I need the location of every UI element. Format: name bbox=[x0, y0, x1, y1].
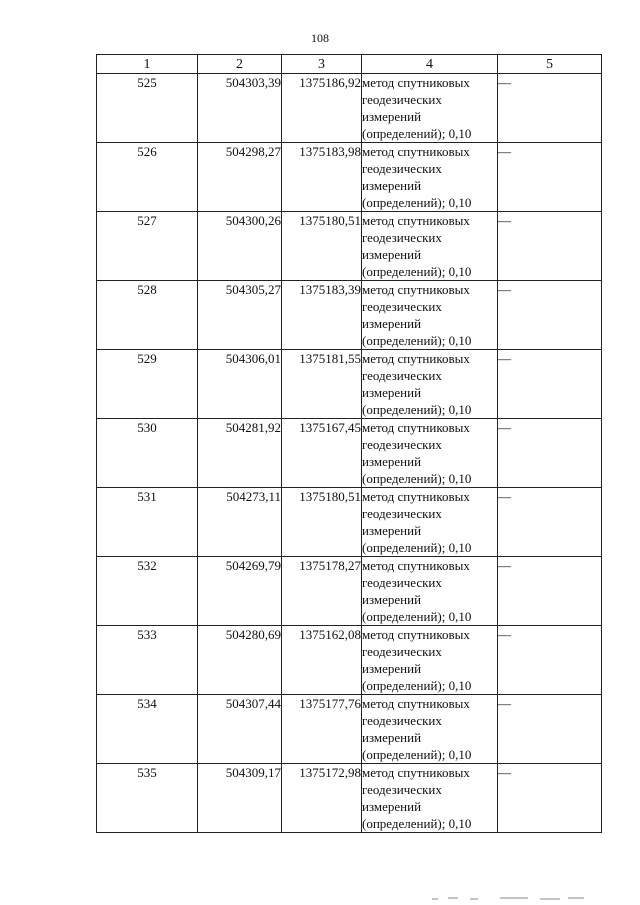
note-cell: — bbox=[498, 143, 602, 212]
method-line: измерений bbox=[362, 247, 422, 262]
method-cell bbox=[362, 143, 498, 212]
y-coordinate-cell: 1375177,76 bbox=[282, 695, 362, 764]
method-line: измерений bbox=[362, 730, 422, 745]
method-line: измерений bbox=[362, 592, 422, 607]
y-coordinate-cell: 1375180,51 bbox=[282, 488, 362, 557]
method-line: (определений); 0,10 bbox=[362, 540, 472, 555]
point-number-cell: 529 bbox=[97, 350, 198, 419]
method-line: метод спутниковых bbox=[362, 420, 470, 435]
column-header-1: 1 bbox=[97, 55, 198, 74]
point-number-cell: 526 bbox=[97, 143, 198, 212]
note-cell: — bbox=[498, 419, 602, 488]
method-line: (определений); 0,10 bbox=[362, 402, 472, 417]
x-coordinate-cell: 504305,27 bbox=[198, 281, 282, 350]
y-coordinate-cell: 1375186,92 bbox=[282, 74, 362, 143]
method-line: геодезических bbox=[362, 782, 442, 797]
table-row bbox=[97, 143, 602, 212]
note-cell: — bbox=[498, 695, 602, 764]
method-line: геодезических bbox=[362, 437, 442, 452]
y-coordinate-cell: 1375167,45 bbox=[282, 419, 362, 488]
method-line: (определений); 0,10 bbox=[362, 678, 472, 693]
method-line: измерений bbox=[362, 523, 422, 538]
method-line: измерений bbox=[362, 661, 422, 676]
method-line: (определений); 0,10 bbox=[362, 747, 472, 762]
method-line: (определений); 0,10 bbox=[362, 471, 472, 486]
x-coordinate-cell: 504306,01 bbox=[198, 350, 282, 419]
method-line: метод спутниковых bbox=[362, 765, 470, 780]
method-line: геодезических bbox=[362, 506, 442, 521]
note-cell: — bbox=[498, 557, 602, 626]
table-row bbox=[97, 557, 602, 626]
x-coordinate-cell: 504309,17 bbox=[198, 764, 282, 833]
method-line: метод спутниковых bbox=[362, 75, 470, 90]
note-cell: — bbox=[498, 74, 602, 143]
method-line: метод спутниковых bbox=[362, 696, 470, 711]
method-line: измерений bbox=[362, 799, 422, 814]
column-header-2: 2 bbox=[198, 55, 282, 74]
y-coordinate-cell: 1375181,55 bbox=[282, 350, 362, 419]
note-cell: — bbox=[498, 626, 602, 695]
method-line: геодезических bbox=[362, 161, 442, 176]
method-line: метод спутниковых bbox=[362, 627, 470, 642]
method-cell bbox=[362, 695, 498, 764]
point-number-cell: 532 bbox=[97, 557, 198, 626]
note-cell: — bbox=[498, 212, 602, 281]
method-cell bbox=[362, 557, 498, 626]
page-number: 108 bbox=[311, 31, 329, 45]
x-coordinate-cell: 504300,26 bbox=[198, 212, 282, 281]
method-line: (определений); 0,10 bbox=[362, 264, 472, 279]
method-cell bbox=[362, 350, 498, 419]
method-line: измерений bbox=[362, 316, 422, 331]
method-line: метод спутниковых bbox=[362, 144, 470, 159]
column-header-5: 5 bbox=[498, 55, 602, 74]
method-line: (определений); 0,10 bbox=[362, 609, 472, 624]
method-line: геодезических bbox=[362, 230, 442, 245]
method-line: геодезических bbox=[362, 575, 442, 590]
point-number-cell: 533 bbox=[97, 626, 198, 695]
method-cell bbox=[362, 488, 498, 557]
method-cell bbox=[362, 212, 498, 281]
point-number-cell: 528 bbox=[97, 281, 198, 350]
x-coordinate-cell: 504280,69 bbox=[198, 626, 282, 695]
scan-artifact-marks bbox=[430, 895, 590, 901]
method-line: измерений bbox=[362, 109, 422, 124]
y-coordinate-cell: 1375172,98 bbox=[282, 764, 362, 833]
y-coordinate-cell: 1375183,98 bbox=[282, 143, 362, 212]
method-line: геодезических bbox=[362, 644, 442, 659]
point-number-cell: 527 bbox=[97, 212, 198, 281]
table-header-row bbox=[97, 55, 602, 74]
method-line: метод спутниковых bbox=[362, 489, 470, 504]
table-row bbox=[97, 488, 602, 557]
method-cell bbox=[362, 626, 498, 695]
note-cell: — bbox=[498, 281, 602, 350]
y-coordinate-cell: 1375183,39 bbox=[282, 281, 362, 350]
method-cell bbox=[362, 764, 498, 833]
x-coordinate-cell: 504273,11 bbox=[198, 488, 282, 557]
method-line: (определений); 0,10 bbox=[362, 333, 472, 348]
note-cell: — bbox=[498, 764, 602, 833]
method-line: геодезических bbox=[362, 92, 442, 107]
x-coordinate-cell: 504307,44 bbox=[198, 695, 282, 764]
point-number-cell: 535 bbox=[97, 764, 198, 833]
x-coordinate-cell: 504269,79 bbox=[198, 557, 282, 626]
point-number-cell: 534 bbox=[97, 695, 198, 764]
method-line: (определений); 0,10 bbox=[362, 126, 472, 141]
x-coordinate-cell: 504281,92 bbox=[198, 419, 282, 488]
method-cell bbox=[362, 74, 498, 143]
point-number-cell: 531 bbox=[97, 488, 198, 557]
table-row bbox=[97, 74, 602, 143]
method-line: измерений bbox=[362, 385, 422, 400]
column-header-4: 4 bbox=[362, 55, 498, 74]
table-row bbox=[97, 212, 602, 281]
method-line: измерений bbox=[362, 454, 422, 469]
method-line: метод спутниковых bbox=[362, 282, 470, 297]
method-line: геодезических bbox=[362, 299, 442, 314]
method-line: метод спутниковых bbox=[362, 558, 470, 573]
table-row bbox=[97, 350, 602, 419]
y-coordinate-cell: 1375180,51 bbox=[282, 212, 362, 281]
y-coordinate-cell: 1375162,08 bbox=[282, 626, 362, 695]
x-coordinate-cell: 504303,39 bbox=[198, 74, 282, 143]
note-cell: — bbox=[498, 488, 602, 557]
column-header-3: 3 bbox=[282, 55, 362, 74]
method-cell bbox=[362, 419, 498, 488]
method-line: (определений); 0,10 bbox=[362, 816, 472, 831]
table-row bbox=[97, 695, 602, 764]
x-coordinate-cell: 504298,27 bbox=[198, 143, 282, 212]
table-row bbox=[97, 419, 602, 488]
method-line: (определений); 0,10 bbox=[362, 195, 472, 210]
method-line: геодезических bbox=[362, 368, 442, 383]
y-coordinate-cell: 1375178,27 bbox=[282, 557, 362, 626]
table-row bbox=[97, 281, 602, 350]
coordinates-table bbox=[96, 54, 602, 833]
method-line: геодезических bbox=[362, 713, 442, 728]
table-row bbox=[97, 626, 602, 695]
method-line: метод спутниковых bbox=[362, 213, 470, 228]
method-line: метод спутниковых bbox=[362, 351, 470, 366]
point-number-cell: 530 bbox=[97, 419, 198, 488]
method-cell bbox=[362, 281, 498, 350]
note-cell: — bbox=[498, 350, 602, 419]
method-line: измерений bbox=[362, 178, 422, 193]
table-row bbox=[97, 764, 602, 833]
point-number-cell: 525 bbox=[97, 74, 198, 143]
